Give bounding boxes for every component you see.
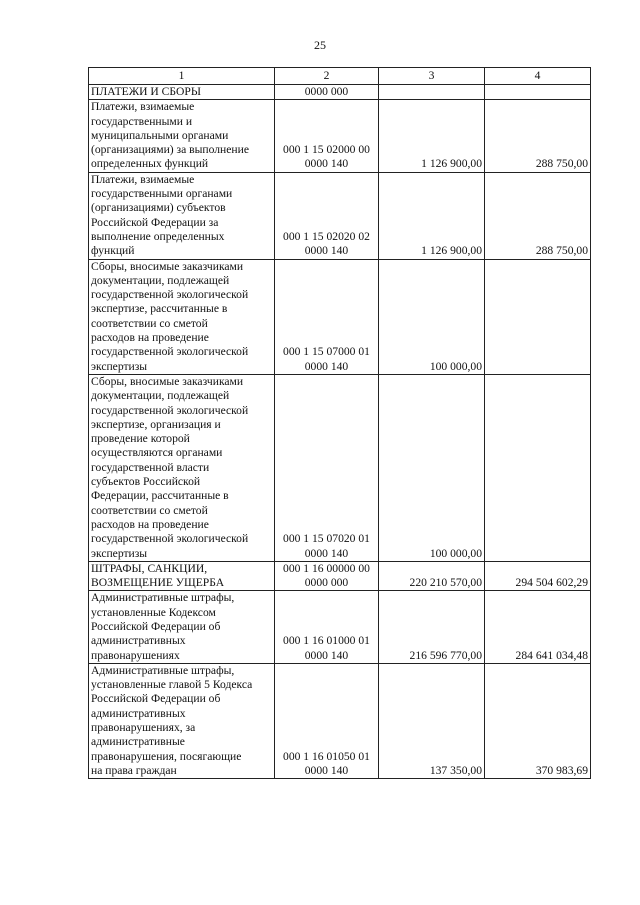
row-name-line: документации, подлежащей [91, 273, 230, 287]
row-code-line: 000 1 16 00000 00 [283, 561, 370, 575]
row-name-line: Российской Федерации за [91, 215, 219, 229]
row-code-line: 0000 140 [304, 648, 349, 662]
column-header-2: 2 [275, 68, 379, 85]
row-value-col3 [379, 85, 485, 100]
table-row [89, 85, 591, 100]
column-header-4: 4 [485, 68, 591, 85]
row-name-line: Административные штрафы, [91, 591, 235, 605]
row-code-line: 0000 140 [304, 359, 349, 373]
row-value-col4 [485, 259, 591, 374]
row-name-line: экспертизе, организация и [91, 417, 221, 431]
row-name-line: государственной экологической [91, 403, 249, 417]
row-name-line: административные [91, 735, 185, 749]
row-name-line: Российской Федерации об [91, 692, 221, 706]
row-name-cell [89, 172, 275, 259]
row-value-col3: 220 210 570,00 [379, 561, 485, 591]
row-name-line: Сборы, вносимые заказчиками [91, 374, 244, 388]
table-row [89, 374, 591, 561]
row-code-cell [275, 100, 379, 172]
page-number: 25 [314, 38, 326, 52]
row-name-line: установленные Кодексом [91, 605, 216, 619]
row-name-line: документации, подлежащей [91, 389, 230, 403]
row-code-line: 0000 140 [304, 157, 349, 171]
table-row [89, 172, 591, 259]
row-code-line: 000 1 15 02020 02 [283, 229, 370, 243]
table-row [89, 100, 591, 172]
row-value-col4 [485, 85, 591, 100]
row-code-line: 0000 000 [304, 85, 349, 98]
row-name-line: муниципальными органами [91, 128, 229, 142]
column-header-3: 3 [379, 68, 485, 85]
row-name-line: расходов на проведение [91, 331, 209, 345]
row-name-line: ШТРАФЫ, САНКЦИИ, [91, 561, 208, 575]
row-value-col4: 294 504 602,29 [485, 561, 591, 591]
row-name-line: экспертизе, рассчитанные в [91, 302, 228, 316]
row-code-cell [275, 591, 379, 663]
row-code-line: 0000 140 [304, 244, 349, 258]
row-name-cell [89, 591, 275, 663]
row-value-col3: 100 000,00 [379, 374, 485, 561]
row-name-line: ПЛАТЕЖИ И СБОРЫ [91, 85, 201, 98]
row-value-col4: 288 750,00 [485, 172, 591, 259]
row-code-line: 000 1 16 01050 01 [283, 749, 370, 763]
table-row [89, 591, 591, 663]
row-value-col3: 100 000,00 [379, 259, 485, 374]
row-value-col3: 137 350,00 [379, 663, 485, 778]
row-name-line: Федерации, рассчитанные в [91, 489, 229, 503]
row-value-col4: 288 750,00 [485, 100, 591, 172]
row-name-line: определенных функций [91, 157, 209, 171]
row-code-cell [275, 172, 379, 259]
row-name-cell [89, 100, 275, 172]
row-name-line: Платежи, взимаемые [91, 100, 195, 114]
row-name-cell [89, 663, 275, 778]
row-value-col4: 284 641 034,48 [485, 591, 591, 663]
row-name-line: государственной экологической [91, 532, 249, 546]
row-name-line: правонарушениях, за [91, 721, 196, 735]
row-code-cell [275, 85, 379, 100]
row-name-line: проведение которой [91, 432, 190, 446]
row-name-line: Российской Федерации об [91, 619, 221, 633]
row-name-line: государственной власти [91, 460, 210, 474]
row-name-line: административных [91, 634, 186, 648]
row-name-cell [89, 85, 275, 100]
row-code-line: 000 1 16 01000 01 [283, 634, 370, 648]
row-name-line: на права граждан [91, 763, 177, 777]
row-code-cell [275, 663, 379, 778]
row-name-line: экспертизы [91, 359, 148, 373]
row-name-line: установленные главой 5 Кодекса [91, 678, 253, 692]
row-name-line: соответствии со сметой [91, 316, 208, 330]
row-name-line: осуществляются органами [91, 446, 223, 460]
column-header-1: 1 [89, 68, 275, 85]
row-name-line: (организациями) субъектов [91, 201, 226, 215]
row-value-col3: 1 126 900,00 [379, 172, 485, 259]
row-name-line: государственными органами [91, 187, 233, 201]
row-name-line: функций [91, 244, 135, 258]
row-name-line: Сборы, вносимые заказчиками [91, 259, 244, 273]
row-name-cell [89, 561, 275, 591]
row-code-line: 0000 000 [304, 576, 349, 590]
row-value-col3: 216 596 770,00 [379, 591, 485, 663]
row-name-line: ВОЗМЕЩЕНИЕ УЩЕРБА [91, 576, 225, 590]
budget-table [88, 67, 591, 779]
row-code-cell [275, 259, 379, 374]
row-name-line: государственными и [91, 114, 193, 128]
row-code-line: 000 1 15 02000 00 [283, 143, 370, 157]
row-name-cell [89, 374, 275, 561]
row-name-line: выполнение определенных [91, 229, 225, 243]
row-value-col4 [485, 374, 591, 561]
row-name-line: соответствии со сметой [91, 503, 208, 517]
row-value-col3: 1 126 900,00 [379, 100, 485, 172]
row-code-line: 000 1 15 07020 01 [283, 532, 370, 546]
row-name-cell [89, 259, 275, 374]
row-name-line: расходов на проведение [91, 517, 209, 531]
table-row [89, 663, 591, 778]
row-name-line: Административные штрафы, [91, 663, 235, 677]
row-name-line: административных [91, 706, 186, 720]
row-code-line: 0000 140 [304, 546, 349, 560]
row-name-line: (организациями) за выполнение [91, 143, 249, 157]
table-row [89, 561, 591, 591]
header-row [89, 68, 591, 85]
row-name-line: Платежи, взимаемые [91, 172, 195, 186]
row-name-line: субъектов Российской [91, 475, 201, 489]
table-body [89, 68, 591, 779]
row-name-line: экспертизы [91, 546, 148, 560]
row-name-line: правонарушениях [91, 648, 180, 662]
row-name-line: государственной экологической [91, 288, 249, 302]
row-value-col4: 370 983,69 [485, 663, 591, 778]
table-row [89, 259, 591, 374]
row-code-cell [275, 561, 379, 591]
row-code-cell [275, 374, 379, 561]
row-name-line: государственной экологической [91, 345, 249, 359]
row-name-line: правонарушения, посягающие [91, 749, 242, 763]
row-code-line: 000 1 15 07000 01 [283, 345, 370, 359]
row-code-line: 0000 140 [304, 763, 349, 777]
